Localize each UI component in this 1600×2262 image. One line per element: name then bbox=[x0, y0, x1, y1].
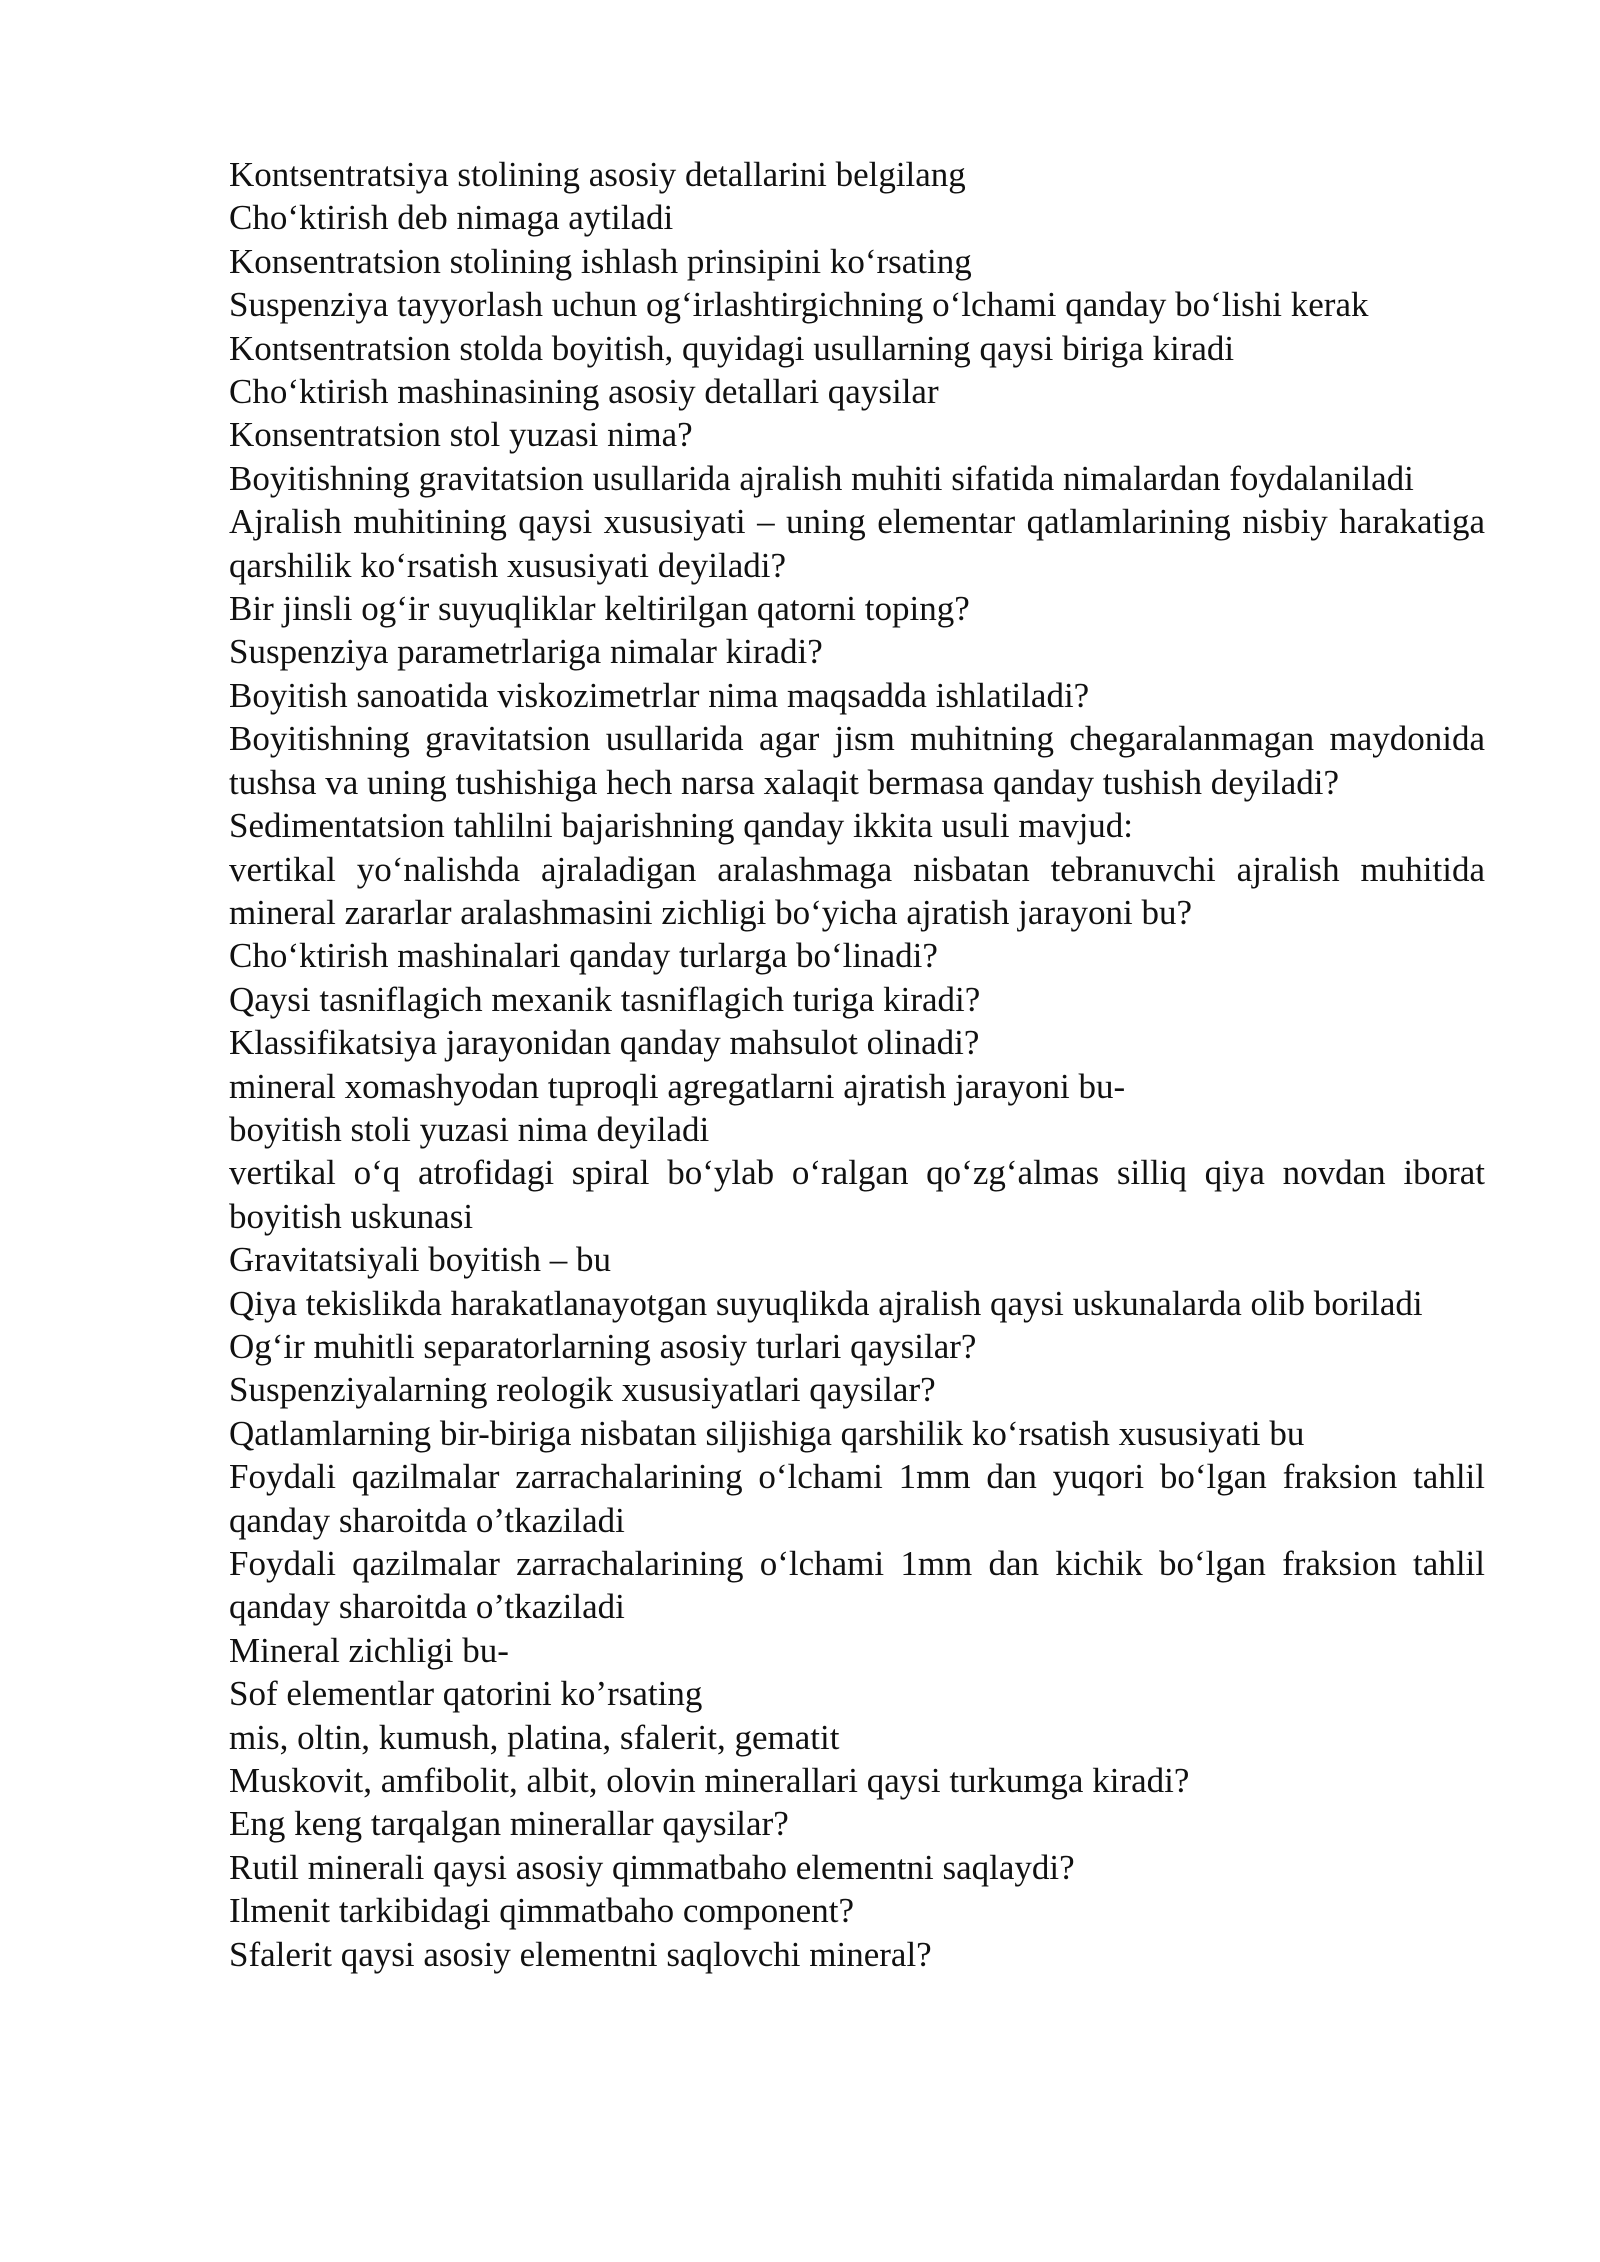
question-line: Og‘ir muhitli separatorlarning asosiy turlari qaysilar? bbox=[229, 1326, 977, 1366]
question-line: Kontsentratsiya stolining asosiy detallarini belgilang bbox=[229, 155, 966, 194]
question-line: Suspenziyalarning reologik xususiyatlari qaysilar? bbox=[229, 1370, 936, 1410]
question-line: Sof elementlar qatorini ko’rsating bbox=[229, 1674, 703, 1714]
question-line: Konsentratsion stolining ishlash prinsipini ko‘rsating bbox=[229, 241, 972, 281]
question-line: mineral xomashyodan tuproqli agregatlarni ajratish jarayoni bu- bbox=[229, 1066, 1126, 1106]
question-line: Ilmenit tarkibidagi qimmatbaho component? bbox=[229, 1891, 854, 1931]
question-line: Gravitatsiyali boyitish – bu bbox=[229, 1240, 612, 1280]
question-line: Sedimentatsion tahlilni bajarishning qanday ikkita usuli mavjud: bbox=[229, 806, 1134, 846]
question-line: Cho‘ktirish mashinasining asosiy detallari qaysilar bbox=[229, 372, 939, 412]
question-line: Sfalerit qaysi asosiy elementni saqlovchi mineral? bbox=[229, 1934, 932, 1974]
question-list bbox=[229, 153, 1485, 1976]
question-line: Foydali qazilmalar zarrachalarining o‘lchami 1mm dan kichik bo‘lgan fraksion tahlil qanday sharoitda o’tkaziladi bbox=[229, 1544, 1485, 1627]
question-line: Boyitishning gravitatsion usullarida ajralish muhiti sifatida nimalardan foydalaniladi bbox=[229, 458, 1414, 498]
question-line: vertikal o‘q atrofidagi spiral bo‘ylab o‘ralgan qo‘zg‘almas silliq qiya novdan iborat boyitish uskunasi bbox=[229, 1153, 1485, 1236]
question-line: Mineral zichligi bu- bbox=[229, 1630, 509, 1670]
question-line: Qiya tekislikda harakatlanayotgan suyuqlikda ajralish qaysi uskunalarda olib boriladi bbox=[229, 1283, 1423, 1323]
question-line: Qaysi tasniflagich mexanik tasniflagich turiga kiradi? bbox=[229, 979, 981, 1019]
question-line: Cho‘ktirish mashinalari qanday turlarga bo‘linadi? bbox=[229, 936, 938, 976]
question-line: Klassifikatsiya jarayonidan qanday mahsulot olinadi? bbox=[229, 1023, 980, 1063]
question-line: Boyitish sanoatida viskozimetrlar nima maqsadda ishlatiladi? bbox=[229, 675, 1090, 715]
question-line: Konsentratsion stol yuzasi nima? bbox=[229, 415, 693, 455]
question-line: Boyitishning gravitatsion usullarida agar jism muhitning chegaralanmagan maydonida tushsa va uning tushishiga hech narsa xalaqit bermasa qanday tushish deyiladi? bbox=[229, 719, 1485, 802]
question-line: Ajralish muhitining qaysi xususiyati – uning elementar qatlamlarining nisbiy harakatiga qarshilik ko‘rsatish xususiyati deyiladi? bbox=[229, 502, 1485, 585]
question-line: Cho‘ktirish deb nimaga aytiladi bbox=[229, 198, 674, 238]
question-line: Bir jinsli og‘ir suyuqliklar keltirilgan qatorni toping? bbox=[229, 589, 970, 629]
question-line: mis, oltin, kumush, platina, sfalerit, gematit bbox=[229, 1717, 840, 1757]
question-line: vertikal yo‘nalishda ajraladigan aralashmaga nisbatan tebranuvchi ajralish muhitida mineral zararlar aralashmasini zichligi bo‘yicha ajratish jarayoni bu? bbox=[229, 849, 1485, 932]
question-line: Suspenziya parametrlariga nimalar kiradi? bbox=[229, 632, 823, 672]
question-line: Suspenziya tayyorlash uchun og‘irlashtirgichning o‘lchami qanday bo‘lishi kerak bbox=[229, 285, 1369, 325]
question-line: Qatlamlarning bir-biriga nisbatan siljishiga qarshilik ko‘rsatish xususiyati bu bbox=[229, 1413, 1305, 1453]
question-line: boyitish stoli yuzasi nima deyiladi bbox=[229, 1109, 710, 1149]
question-line: Eng keng tarqalgan minerallar qaysilar? bbox=[229, 1804, 789, 1844]
question-line: Muskovit, amfibolit, albit, olovin minerallari qaysi turkumga kiradi? bbox=[229, 1761, 1190, 1801]
question-line: Kontsentratsion stolda boyitish, quyidagi usullarning qaysi biriga kiradi bbox=[229, 328, 1235, 368]
question-line: Rutil minerali qaysi asosiy qimmatbaho elementni saqlaydi? bbox=[229, 1847, 1075, 1887]
question-line: Foydali qazilmalar zarrachalarining o‘lchami 1mm dan yuqori bo‘lgan fraksion tahlil qanday sharoitda o’tkaziladi bbox=[229, 1457, 1485, 1540]
